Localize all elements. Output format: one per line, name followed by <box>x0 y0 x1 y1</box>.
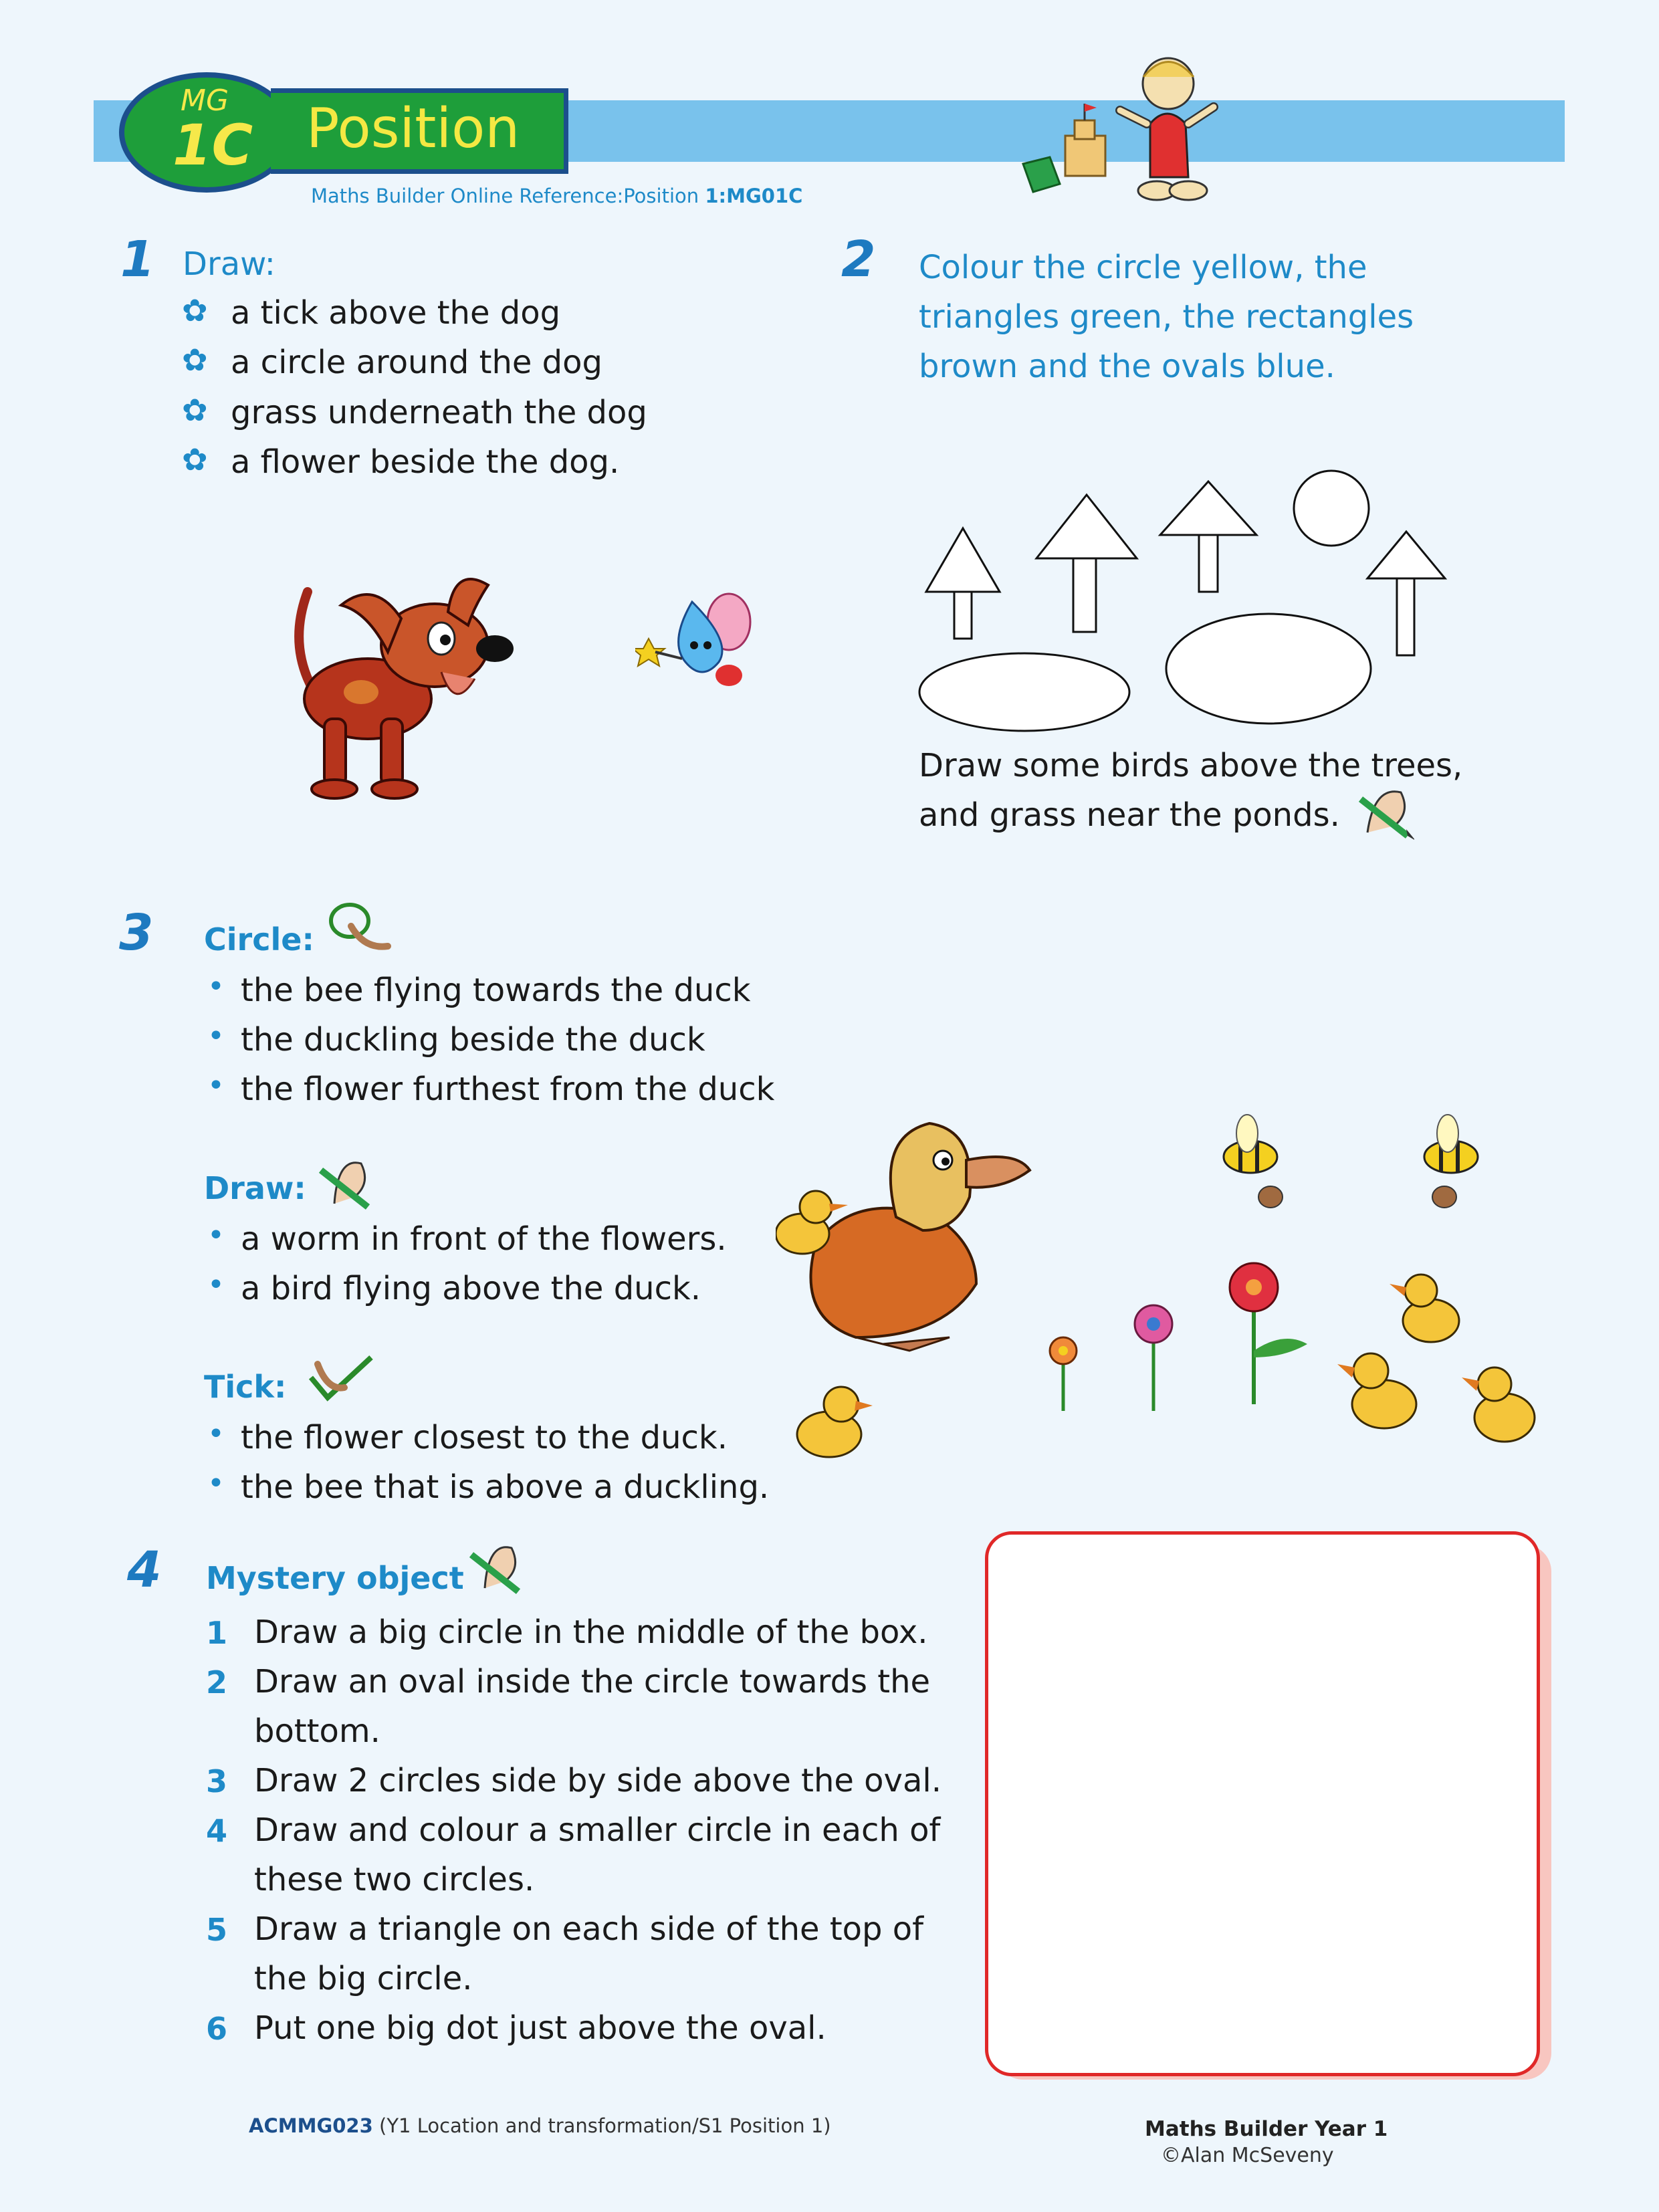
question-4-number: 4 <box>127 1541 162 1599</box>
q3-circle-item: the flower furthest from the duck <box>241 1071 775 1108</box>
step-text: Draw a triangle on each side of the top of <box>254 1910 924 1948</box>
bullet-dot: • <box>207 1466 225 1501</box>
flower-bullet-icon: ✿ <box>182 292 208 328</box>
rectangle-shape <box>1073 558 1096 632</box>
triangle-shape <box>1367 532 1445 578</box>
pencil-worm-icon <box>314 1150 374 1214</box>
online-reference: Maths Builder Online Reference:Position 1:MG01C <box>311 185 803 207</box>
duckling <box>797 1387 873 1457</box>
question-3-number: 3 <box>119 904 154 962</box>
q1-item: a circle around the dog <box>231 344 602 381</box>
question-1-number: 1 <box>120 231 155 288</box>
bullet-dot: • <box>207 1218 225 1252</box>
rectangle-shape <box>954 592 972 639</box>
step-text: the big circle. <box>254 1960 473 1997</box>
rectangle-shape <box>1397 578 1414 655</box>
step-number: 5 <box>206 1912 228 1948</box>
q2-instruction: triangles green, the rectangles <box>919 298 1414 336</box>
step-text: Draw a big circle in the middle of the box. <box>254 1614 928 1651</box>
q3-tick-item: the bee that is above a duckling. <box>241 1468 770 1506</box>
q3-circle-heading: Circle: <box>204 921 314 958</box>
q3-tick-heading: Tick: <box>204 1369 287 1405</box>
flower-bullet-icon: ✿ <box>182 392 208 428</box>
step-text: these two circles. <box>254 1861 535 1898</box>
q1-item: a tick above the dog <box>231 294 561 332</box>
drawing-answer-box[interactable] <box>985 1531 1540 2076</box>
q2-follow: Draw some birds above the trees, <box>919 747 1463 784</box>
pencil-worm-icon <box>1354 779 1414 843</box>
fairy-drop-illustration <box>635 588 762 695</box>
q3-tick-item: the flower closest to the duck. <box>241 1419 728 1456</box>
bullet-dot: • <box>207 1069 225 1103</box>
q3-circle-item: the duckling beside the duck <box>241 1021 705 1059</box>
flower <box>1230 1263 1307 1404</box>
bullet-dot: • <box>207 1268 225 1302</box>
flower-bullet-icon: ✿ <box>182 342 208 378</box>
step-number: 1 <box>206 1615 228 1651</box>
oval-shape <box>1166 614 1371 724</box>
q1-item: a flower beside the dog. <box>231 443 620 481</box>
step-number: 4 <box>206 1813 228 1849</box>
flower-bullet-icon: ✿ <box>182 441 208 477</box>
page-title: Position <box>306 97 520 160</box>
step-number: 2 <box>206 1664 228 1700</box>
flower <box>1135 1305 1172 1411</box>
shapes-to-colour <box>913 461 1461 736</box>
topic-code-strand: MG <box>181 84 229 118</box>
q3-circle-item: the bee flying towards the duck <box>241 972 751 1009</box>
q2-follow: and grass near the ponds. <box>919 796 1340 834</box>
duckling <box>1337 1353 1416 1428</box>
bee <box>1224 1115 1283 1208</box>
q3-draw-heading: Draw: <box>204 1170 306 1206</box>
bullet-dot: • <box>207 1019 225 1053</box>
girl-sandcastle-illustration <box>1013 50 1234 211</box>
bullet-dot: • <box>207 1417 225 1451</box>
triangle-shape <box>926 528 1000 592</box>
step-text: Draw and colour a smaller circle in each of <box>254 1811 941 1849</box>
topic-code-id: 1C <box>173 112 253 178</box>
circle-worm-icon <box>324 899 395 953</box>
book-title: Maths Builder Year 1 <box>1145 2117 1388 2141</box>
pencil-worm-icon <box>465 1535 528 1598</box>
flower <box>1050 1337 1077 1411</box>
circle-shape <box>1294 471 1369 546</box>
question-1-intro: Draw: <box>183 245 275 283</box>
bullet-dot: • <box>207 970 225 1004</box>
rectangle-shape <box>1199 535 1218 592</box>
step-text: Draw 2 circles side by side above the oval. <box>254 1762 942 1799</box>
step-number: 6 <box>206 2011 228 2047</box>
tick-worm-icon <box>304 1351 374 1404</box>
q2-instruction: brown and the ovals blue. <box>919 348 1335 385</box>
curriculum-code: ACMMG023 (Y1 Location and transformation/S1 Position 1) <box>249 2114 831 2137</box>
q3-draw-item: a bird flying above the duck. <box>241 1270 701 1307</box>
q3-draw-item: a worm in front of the flowers. <box>241 1220 727 1258</box>
triangle-shape <box>1036 495 1137 558</box>
step-text: bottom. <box>254 1712 380 1750</box>
duck-scene-illustration <box>776 1097 1545 1484</box>
q1-item: grass underneath the dog <box>231 394 647 431</box>
q4-heading: Mystery object <box>206 1560 464 1596</box>
q2-instruction: Colour the circle yellow, the <box>919 249 1367 286</box>
copyright: ©Alan McSeveny <box>1161 2144 1334 2167</box>
duckling <box>1390 1275 1459 1342</box>
duckling <box>1462 1367 1535 1442</box>
step-text: Put one big dot just above the oval. <box>254 2009 826 2047</box>
oval-shape <box>919 653 1129 731</box>
step-text: Draw an oval inside the circle towards the <box>254 1663 931 1700</box>
triangle-shape <box>1160 481 1256 535</box>
duck <box>811 1208 977 1337</box>
dog-illustration[interactable] <box>274 565 515 809</box>
bee <box>1424 1115 1478 1208</box>
question-2-number: 2 <box>841 231 876 288</box>
step-number: 3 <box>206 1763 228 1799</box>
